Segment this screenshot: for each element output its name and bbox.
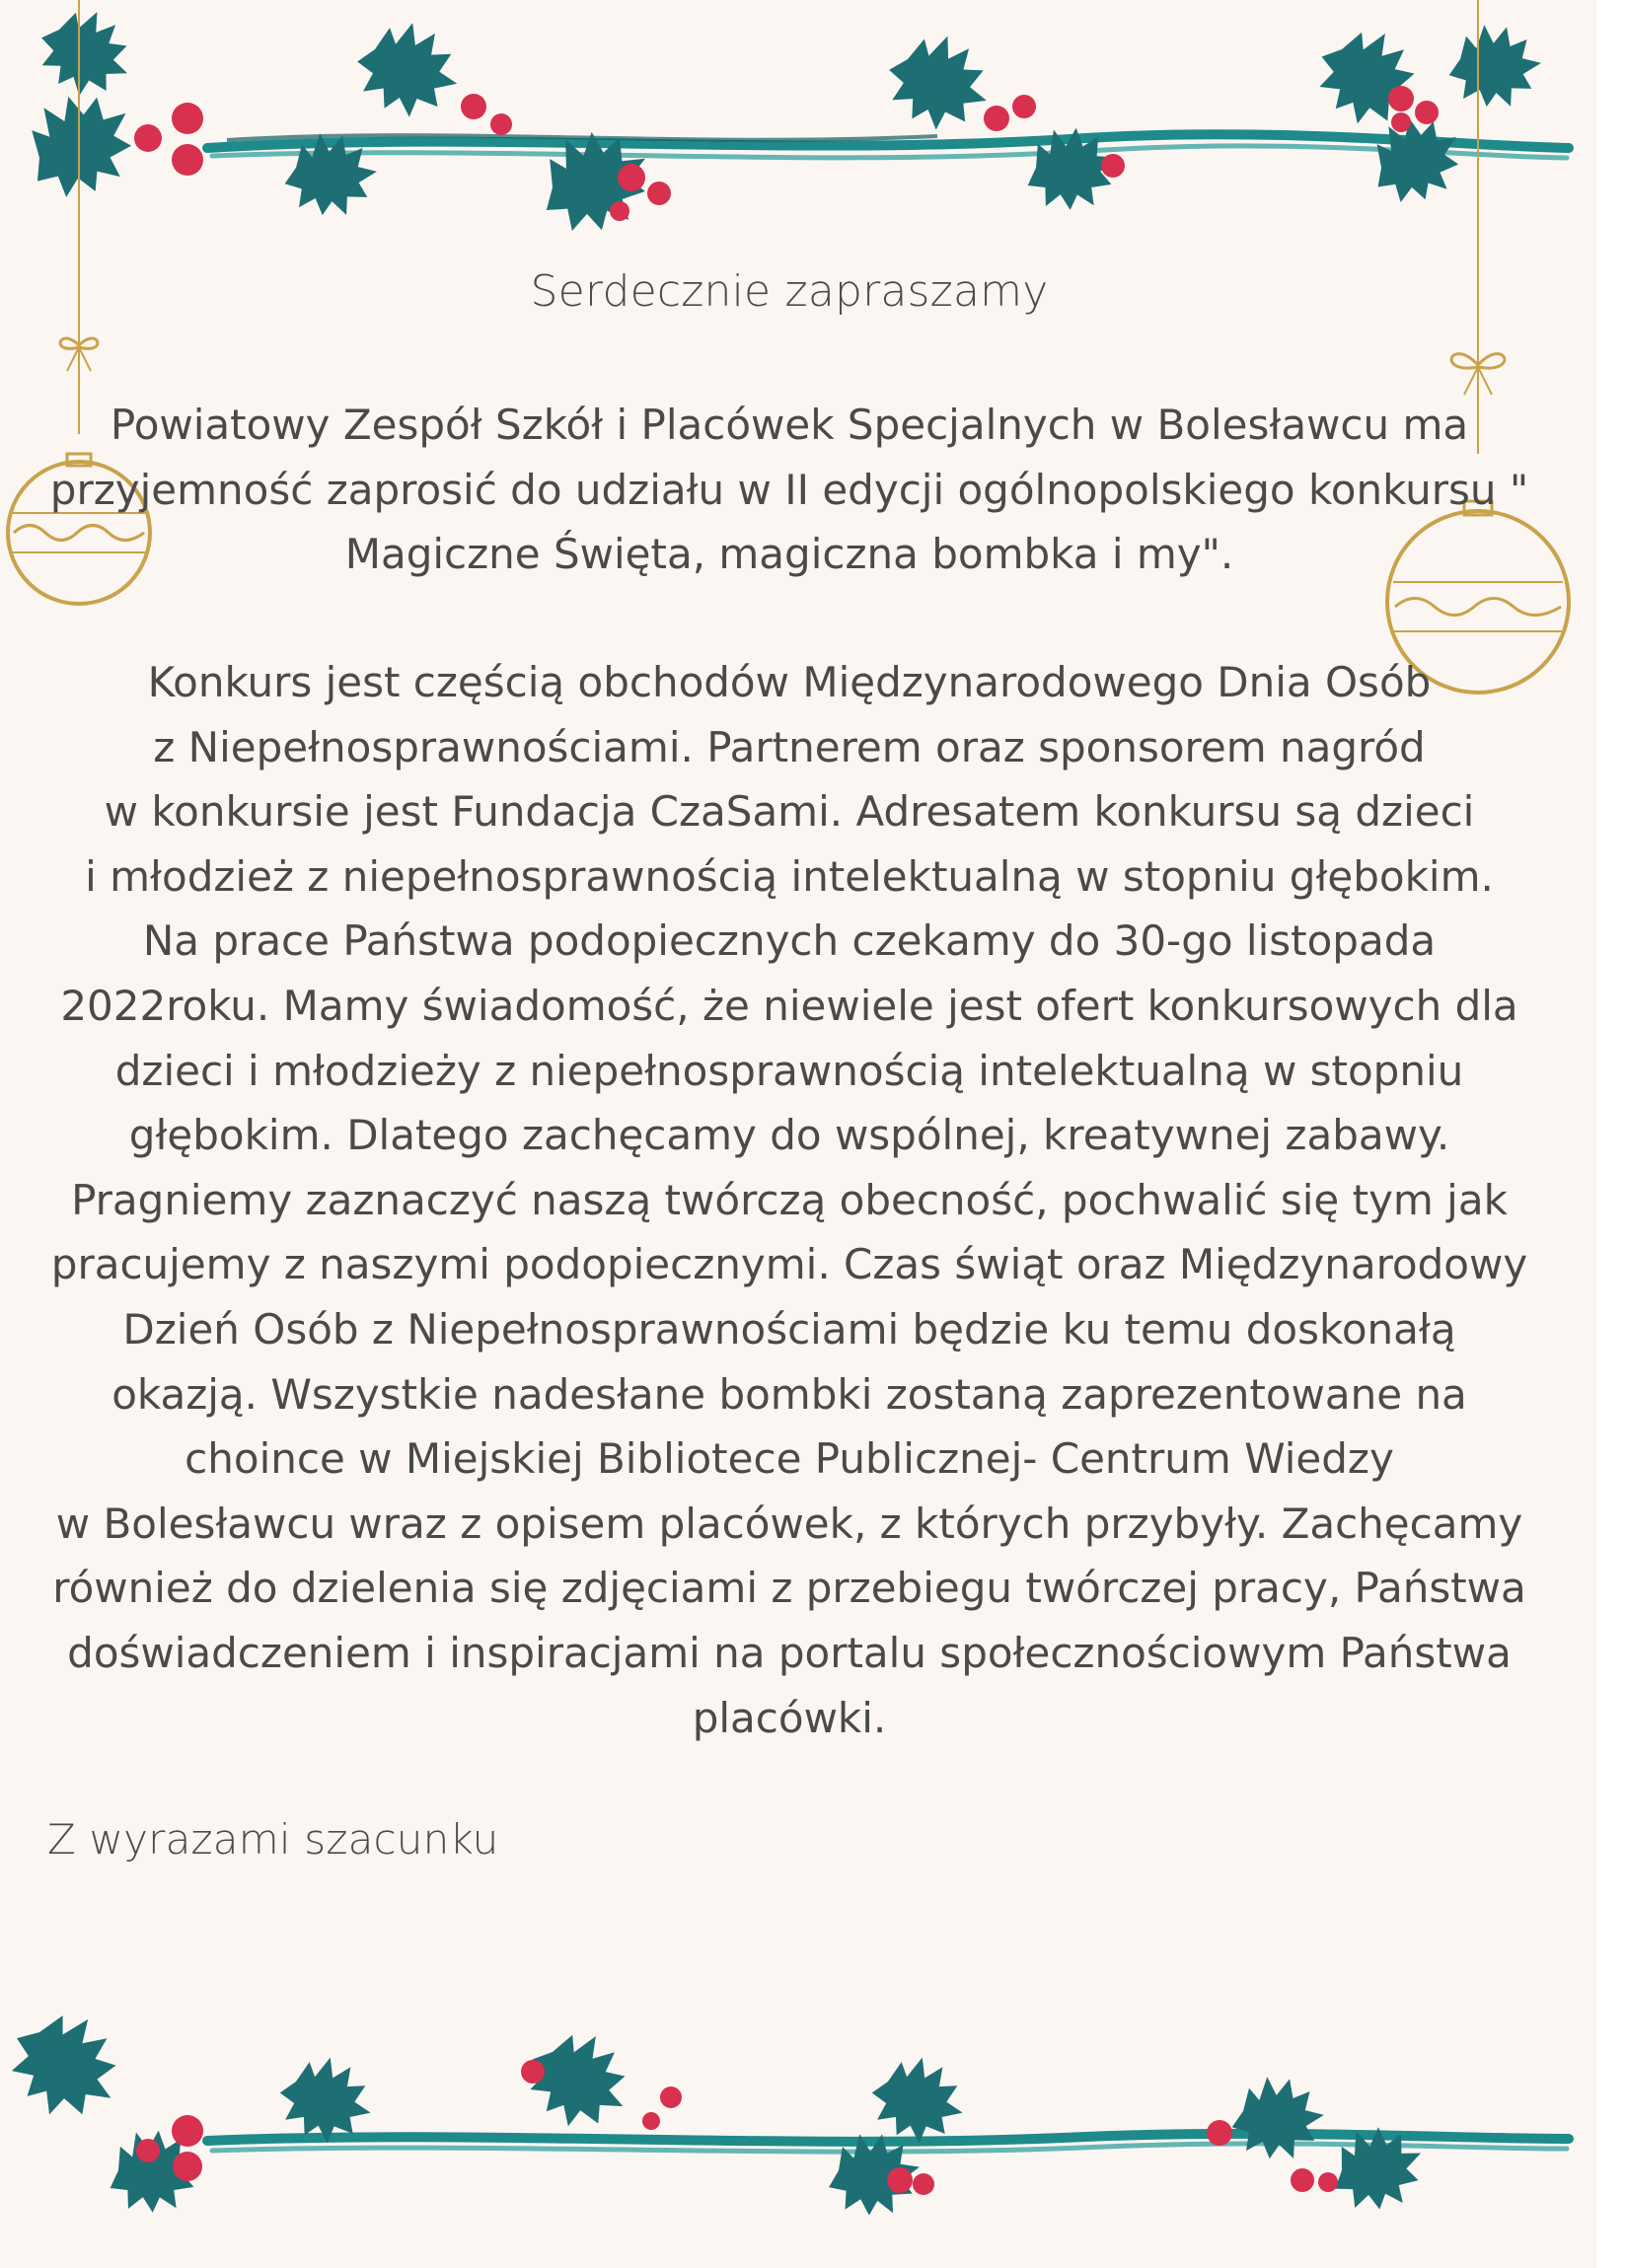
text-line: przyjemność zaprosić do udziału w II edycji ogólnopolskiego konkursu " [49,465,1529,514]
text-line: Konkurs jest częścią obchodów Międzynarodowego Dnia Osób [147,658,1432,706]
text-line: i młodzież z niepełnosprawnością intelektualną w stopniu głębokim. [85,851,1494,901]
text-line: pracujemy z naszymi podopiecznymi. Czas świąt oraz Międzynarodowy [50,1240,1528,1289]
text-line: 2022roku. Mamy świadomość, że niewiele jest ofert konkursowych dla [60,981,1518,1030]
body-paragraph [0,650,1579,1750]
text-line: Dzień Osób z Niepełnosprawnościami będzie ku temu doskonałą [122,1304,1456,1353]
text-line: w konkursie jest Fundacja CzaSami. Adresatem konkursu są dzieci [104,787,1475,837]
text-line: również do dzielenia się zdjęciami z przebiegu twórczej pracy, Państwa [52,1564,1526,1613]
holly-garland-top [4,0,1569,254]
holly-garland-bottom [0,1993,1569,2227]
text-line: placówki. [692,1693,887,1742]
text-line: w Bolesławcu wraz z opisem placówek, z których przybyły. Zachęcamy [55,1499,1523,1548]
text-line: okazją. Wszystkie nadesłane bombki zostaną zaprezentowane na [111,1369,1467,1419]
text-line: dzieci i młodzieży z niepełnosprawnością intelektualną w stopniu [114,1046,1464,1095]
text-line: Pragniemy zaznaczyć naszą twórczą obecność, pochwalić się tym jak [71,1175,1508,1224]
intro-paragraph [0,393,1579,587]
text-line: Powiatowy Zespół Szkół i Placówek Specjalnych w Bolesławcu ma [110,401,1469,449]
christmas-bauble-right [1387,0,1569,693]
text-line: Magiczne Święta, magiczna bombka i my". [344,530,1234,579]
text-line: głębokim. Dlatego zachęcamy do wspólnej, kreatywnej zabawy. [128,1111,1450,1160]
text-line: z Niepełnosprawnościami. Partnerem oraz sponsorem nagród [153,722,1426,771]
text-line: choince w Miejskiej Bibliotece Publicznej- Centrum Wiedzy [185,1434,1394,1484]
heading: Serdecznie zapraszamy [530,266,1049,317]
text-line: doświadczeniem i inspiracjami na portalu społecznościowym Państwa [67,1628,1512,1677]
closing-salutation: Z wyrazami szacunku [47,1815,499,1864]
text-line: Na prace Państwa podopiecznych czekamy do 30-go listopada [142,916,1437,966]
